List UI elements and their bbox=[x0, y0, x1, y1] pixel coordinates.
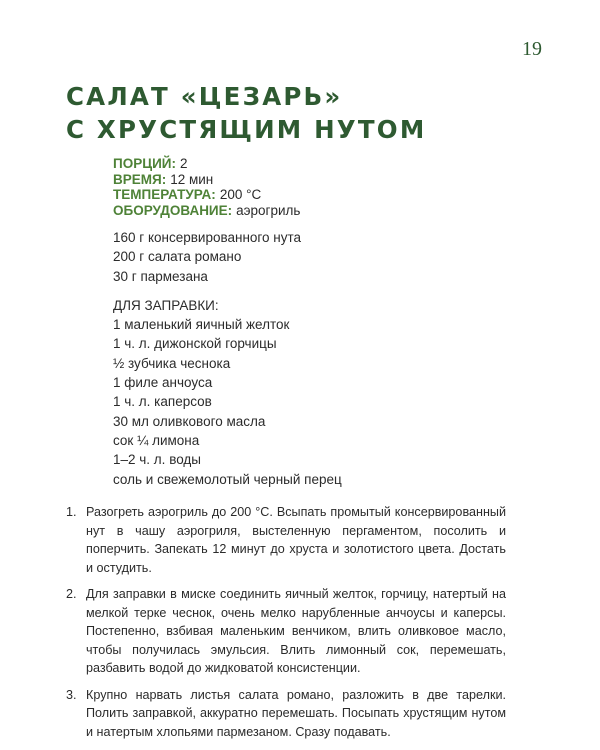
ingredient-item: 30 г пармезана bbox=[113, 268, 208, 284]
meta-servings bbox=[113, 156, 300, 172]
meta-value: аэрогриль bbox=[236, 202, 301, 218]
ingredient-item: 160 г консервированного нута bbox=[113, 230, 302, 245]
step-number: 2. bbox=[66, 587, 77, 601]
step-text: Для заправки в миске соединить яичный желток, горчицу, натертый на мелкой терке чеснок, очень мелко нарубленные анчоусы и каперсы. Постепенно, взбивая маленьким венчиком, влить оливковое масло, чтобы получилась эмульсия. Влить лимонный сок, перемешать, разбавить водой до жидковатой консистенции. bbox=[86, 587, 506, 675]
step-text: Разогреть аэрогриль до 200 °С. Всыпать промытый консервированный нут в чашу аэрогриля, выстеленную пергаментом, посолить и поперчить. Запекать 12 минут до хруста и золотистого цвета. Достать и остудить. bbox=[86, 505, 506, 575]
meta-value: 12 мин bbox=[170, 171, 214, 187]
dressing-item: 1 филе анчоуса bbox=[113, 375, 213, 391]
dressing-item: сок ¼ лимона bbox=[113, 432, 200, 448]
recipe-title-line-1: САЛАТ «ЦЕЗАРЬ» bbox=[66, 82, 343, 111]
instructions-list bbox=[66, 503, 506, 749]
step-number: 1. bbox=[66, 505, 77, 519]
step-text: Крупно нарвать листья салата романо, разложить в две тарелки. Полить заправкой, аккуратно перемешать. Посыпать хрустящим нутом и натертым хлопьями пармезаном. Сразу подавать. bbox=[86, 687, 506, 739]
dressing-item: 1 ч. л. дижонской горчицы bbox=[113, 336, 277, 352]
dressing-item: 1 маленький яичный желток bbox=[113, 317, 290, 333]
step-number: 3. bbox=[66, 687, 77, 702]
page-number: 19 bbox=[522, 38, 542, 60]
meta-time bbox=[113, 172, 300, 188]
ingredients-list bbox=[113, 228, 342, 489]
recipe-title-line-2: С ХРУСТЯЩИМ НУТОМ bbox=[66, 115, 427, 144]
dressing-item: ½ зубчика чеснока bbox=[113, 355, 231, 371]
dressing-heading: ДЛЯ ЗАПРАВКИ: bbox=[113, 297, 219, 313]
meta-label: ВРЕМЯ: bbox=[113, 171, 167, 187]
instruction-step bbox=[66, 503, 506, 577]
dressing-item: соль и свежемолотый черный перец bbox=[113, 471, 342, 487]
recipe-title bbox=[66, 80, 426, 146]
recipe-meta bbox=[113, 156, 300, 218]
meta-value: 2 bbox=[179, 156, 188, 171]
dressing-item: 1 ч. л. каперсов bbox=[113, 394, 212, 410]
meta-label: ПОРЦИЙ: bbox=[113, 156, 176, 171]
meta-temperature bbox=[113, 187, 300, 203]
instruction-step bbox=[66, 585, 506, 678]
dressing-item: 1–2 ч. л. воды bbox=[113, 452, 202, 468]
instruction-step bbox=[66, 686, 506, 742]
meta-equipment bbox=[113, 203, 300, 219]
ingredient-item: 200 г салата романо bbox=[113, 249, 242, 265]
meta-value: 200 °С bbox=[219, 187, 262, 202]
meta-label: ТЕМПЕРАТУРА: bbox=[113, 187, 216, 202]
meta-label: ОБОРУДОВАНИЕ: bbox=[113, 202, 233, 218]
dressing-item: 30 мл оливкового масла bbox=[113, 413, 266, 429]
